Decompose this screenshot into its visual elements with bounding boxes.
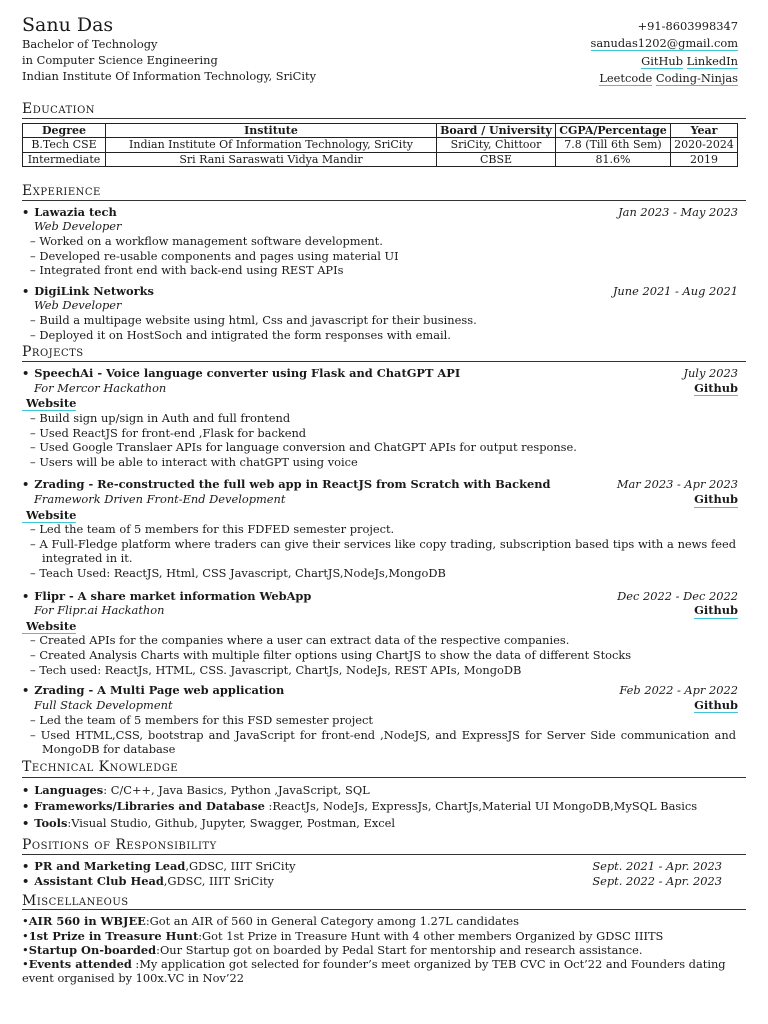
misc-value: :My application got selected for founder’s meet organized by TEB CVC in Oct’22 and Founders dating event organised by 100x.VC in Nov’22 <box>22 957 726 986</box>
table-cell: 2019 <box>671 152 738 166</box>
table-header-row <box>23 124 738 138</box>
project-entry <box>22 683 746 757</box>
experience-entry <box>22 205 746 278</box>
company-name: • Lawazia tech <box>22 205 117 220</box>
position-org: ,GDSC, IIIT SriCity <box>185 859 296 874</box>
codingninjas-link[interactable]: Coding-Ninjas <box>655 70 738 85</box>
resume-page <box>22 14 746 985</box>
date-range: Feb 2022 - Apr 2022 <box>619 683 738 698</box>
github-link[interactable]: Github <box>694 603 738 618</box>
position-org: ,GDSC, IIIT SriCity <box>163 873 274 888</box>
website-link[interactable]: Website <box>22 619 76 634</box>
date-range: Jan 2023 - May 2023 <box>618 204 738 219</box>
projects-title: Projects <box>22 344 746 362</box>
job-role: Web Developer <box>34 219 122 234</box>
knowledge-label: • Tools <box>22 816 67 830</box>
list-item: – Users will be able to interact with chatGPT using voice <box>22 455 746 470</box>
list-item: – Used Google Translaer APIs for language conversion and ChatGPT APIs for output response. <box>22 440 746 455</box>
project-context: Framework Driven Front-End Development <box>34 491 286 506</box>
project-context: For Flipr.ai Hackathon <box>34 603 165 618</box>
misc-value: :Got 1st Prize in Treasure Hunt with 4 other members Organized by GDSC IIITS <box>198 928 664 943</box>
misc-label: AIR 560 in WBJEE <box>28 914 146 929</box>
date-range: June 2021 - Aug 2021 <box>612 283 738 298</box>
list-item: – Created APIs for the companies where a user can extract data of the respective companies. <box>22 633 746 648</box>
date-range: July 2023 <box>683 366 738 381</box>
date-range: Dec 2022 - Dec 2022 <box>617 588 738 603</box>
positions-section <box>22 837 746 888</box>
list-item: – Integrated front end with back-end using REST APIs <box>22 263 746 278</box>
misc-label: 1st Prize in Treasure Hunt <box>28 928 199 943</box>
project-context: For Mercor Hackathon <box>34 380 167 395</box>
misc-section: Miscellaneous •AIR 560 in WBJEE:Got an AIR of 560 in General Category among 1.27L candidates •1st Prize in Treasure Hunt:Got 1st Prize in Treasure Hunt with 4 other members Organized by GDSC IIITS •Startup On-boarded:Our Startup got on boarded by Pedal Start for mentorship and research assistance. •Events attended :My application got selected for founder’s meet organized by TEB CVC in Oct’22 and Founders dating event organised by 100x.VC in Nov’22 <box>22 894 746 985</box>
date-range: Sept. 2021 - Apr. 2023 <box>592 859 722 874</box>
experience-entry <box>22 284 746 342</box>
candidate-name: Sanu Das <box>22 14 114 36</box>
github-link[interactable]: Github <box>694 491 738 506</box>
job-role: Web Developer <box>34 298 122 313</box>
company-name: • DigiLink Networks <box>22 284 154 299</box>
table-row <box>23 138 738 152</box>
table-header: Institute <box>106 124 437 138</box>
project-entry <box>22 477 746 580</box>
knowledge-value: C/C++, Java Basics, Python ,JavaScript, SQL <box>110 782 370 797</box>
misc-label: Startup On-boarded <box>28 942 157 957</box>
project-name: • SpeechAi - Voice language converter using Flask and ChatGPT API <box>22 366 460 381</box>
table-cell: 2020-2024 <box>671 138 738 152</box>
experience-section <box>22 183 746 342</box>
table-header: CGPA/Percentage <box>556 124 671 138</box>
list-item: – Led the team of 5 members for this FSD semester project <box>22 713 746 728</box>
misc-label: Events attended <box>28 957 132 972</box>
list-item: – Created Analysis Charts with multiple filter options using ChartJS to show the data of different Stocks <box>22 648 746 663</box>
github-link[interactable]: Github <box>694 697 738 712</box>
github-link[interactable]: Github <box>694 380 738 395</box>
github-link[interactable]: GitHub <box>641 53 684 68</box>
list-item: – Build sign up/sign in Auth and full frontend <box>22 411 746 426</box>
project-name: • Flipr - A share market information WebApp <box>22 589 311 604</box>
resume-header <box>22 14 746 86</box>
list-item: – Used ReactJS for front-end ,Flask for backend <box>22 426 746 441</box>
positions-title: Positions of Responsibility <box>22 837 746 855</box>
knowledge-label: • Frameworks/Libraries and Database <box>22 799 265 813</box>
list-item: – Developed re-usable components and pages using material UI <box>22 249 746 264</box>
list-item: – Build a multipage website using html, Css and javascript for their business. <box>22 313 746 328</box>
projects-section <box>22 344 746 757</box>
table-cell: Indian Institute Of Information Technology, SriCity <box>106 138 437 152</box>
major-line: in Computer Science Engineering <box>22 53 218 67</box>
list-item: – Worked on a workflow management software development. <box>22 234 746 249</box>
institute-line: Indian Institute Of Information Technology, SriCity <box>22 69 317 83</box>
misc-value: :Our Startup got on boarded by Pedal Start for mentorship and research assistance. <box>156 942 643 957</box>
email-link[interactable]: sanudas1202@gmail.com <box>590 36 738 51</box>
table-cell: CBSE <box>437 152 556 166</box>
project-context: Full Stack Development <box>34 697 173 712</box>
table-row <box>23 152 738 166</box>
website-link[interactable]: Website <box>22 396 76 411</box>
leetcode-link[interactable]: Leetcode <box>599 70 653 85</box>
position-label: • Assistant Club Head <box>22 874 164 888</box>
table-cell: SriCity, Chittoor <box>437 138 556 152</box>
project-entry <box>22 589 746 678</box>
experience-title: Experience <box>22 183 746 201</box>
table-cell: B.Tech CSE <box>23 138 106 152</box>
table-cell: Sri Rani Saraswati Vidya Mandir <box>106 152 437 166</box>
list-item: – A Full-Fledge platform where traders can give their services like copy trading, subscription based tips with a news feed integrated in it. <box>22 537 746 566</box>
knowledge-title: Technical Knowledge <box>22 759 746 778</box>
list-item: – Teach Used: ReactJS, Html, CSS Javascript, ChartJS,NodeJs,MongoDB <box>22 566 746 581</box>
knowledge-value: Visual Studio, Github, Jupyter, Swagger, Postman, Excel <box>71 815 396 830</box>
education-section <box>22 101 746 167</box>
date-range: Sept. 2022 - Apr. 2023 <box>592 873 722 888</box>
education-title: Education <box>22 101 746 119</box>
misc-title: Miscellaneous <box>22 894 746 910</box>
knowledge-sep: : <box>264 799 273 814</box>
table-header: Degree <box>23 124 106 138</box>
table-cell: Intermediate <box>23 152 106 166</box>
knowledge-sep: : <box>67 815 72 830</box>
knowledge-value: ReactJs, NodeJs, ExpressJs, ChartJs,Material UI MongoDB,MySQL Basics <box>272 799 698 814</box>
project-name: • Zrading - A Multi Page web application <box>22 683 284 698</box>
project-name: • Zrading - Re-constructed the full web app in ReactJS from Scratch with Backend <box>22 477 551 492</box>
knowledge-section <box>22 759 746 831</box>
website-link[interactable]: Website <box>22 508 76 523</box>
contact-block <box>591 18 738 87</box>
table-header: Year <box>671 124 738 138</box>
knowledge-label: • Languages <box>22 783 103 797</box>
education-table <box>22 123 738 167</box>
list-item: – Led the team of 5 members for this FDFED semester project. <box>22 522 746 537</box>
knowledge-sep: : <box>103 782 111 797</box>
phone-number: +91-8603998347 <box>637 19 738 33</box>
linkedin-link[interactable]: LinkedIn <box>686 53 738 68</box>
project-entry <box>22 366 746 469</box>
table-header: Board / University <box>437 124 556 138</box>
misc-value: :Got an AIR of 560 in General Category among 1.27L candidates <box>145 914 519 929</box>
list-item: – Deployed it on HostSoch and intigrated the form responses with email. <box>22 328 746 343</box>
table-cell: 81.6% <box>556 152 671 166</box>
date-range: Mar 2023 - Apr 2023 <box>616 477 738 492</box>
list-item: – Tech used: ReactJs, HTML, CSS. Javascript, ChartJs, NodeJs, REST APIs, MongoDB <box>22 663 746 678</box>
list-item: – Used HTML,CSS, bootstrap and JavaScript for front-end ,NodeJS, and ExpressJS for Server Side communication and MongoDB for database <box>22 728 746 757</box>
table-cell: 7.8 (Till 6th Sem) <box>556 138 671 152</box>
position-label: • PR and Marketing Lead <box>22 859 185 873</box>
degree-line: Bachelor of Technology <box>22 37 158 51</box>
